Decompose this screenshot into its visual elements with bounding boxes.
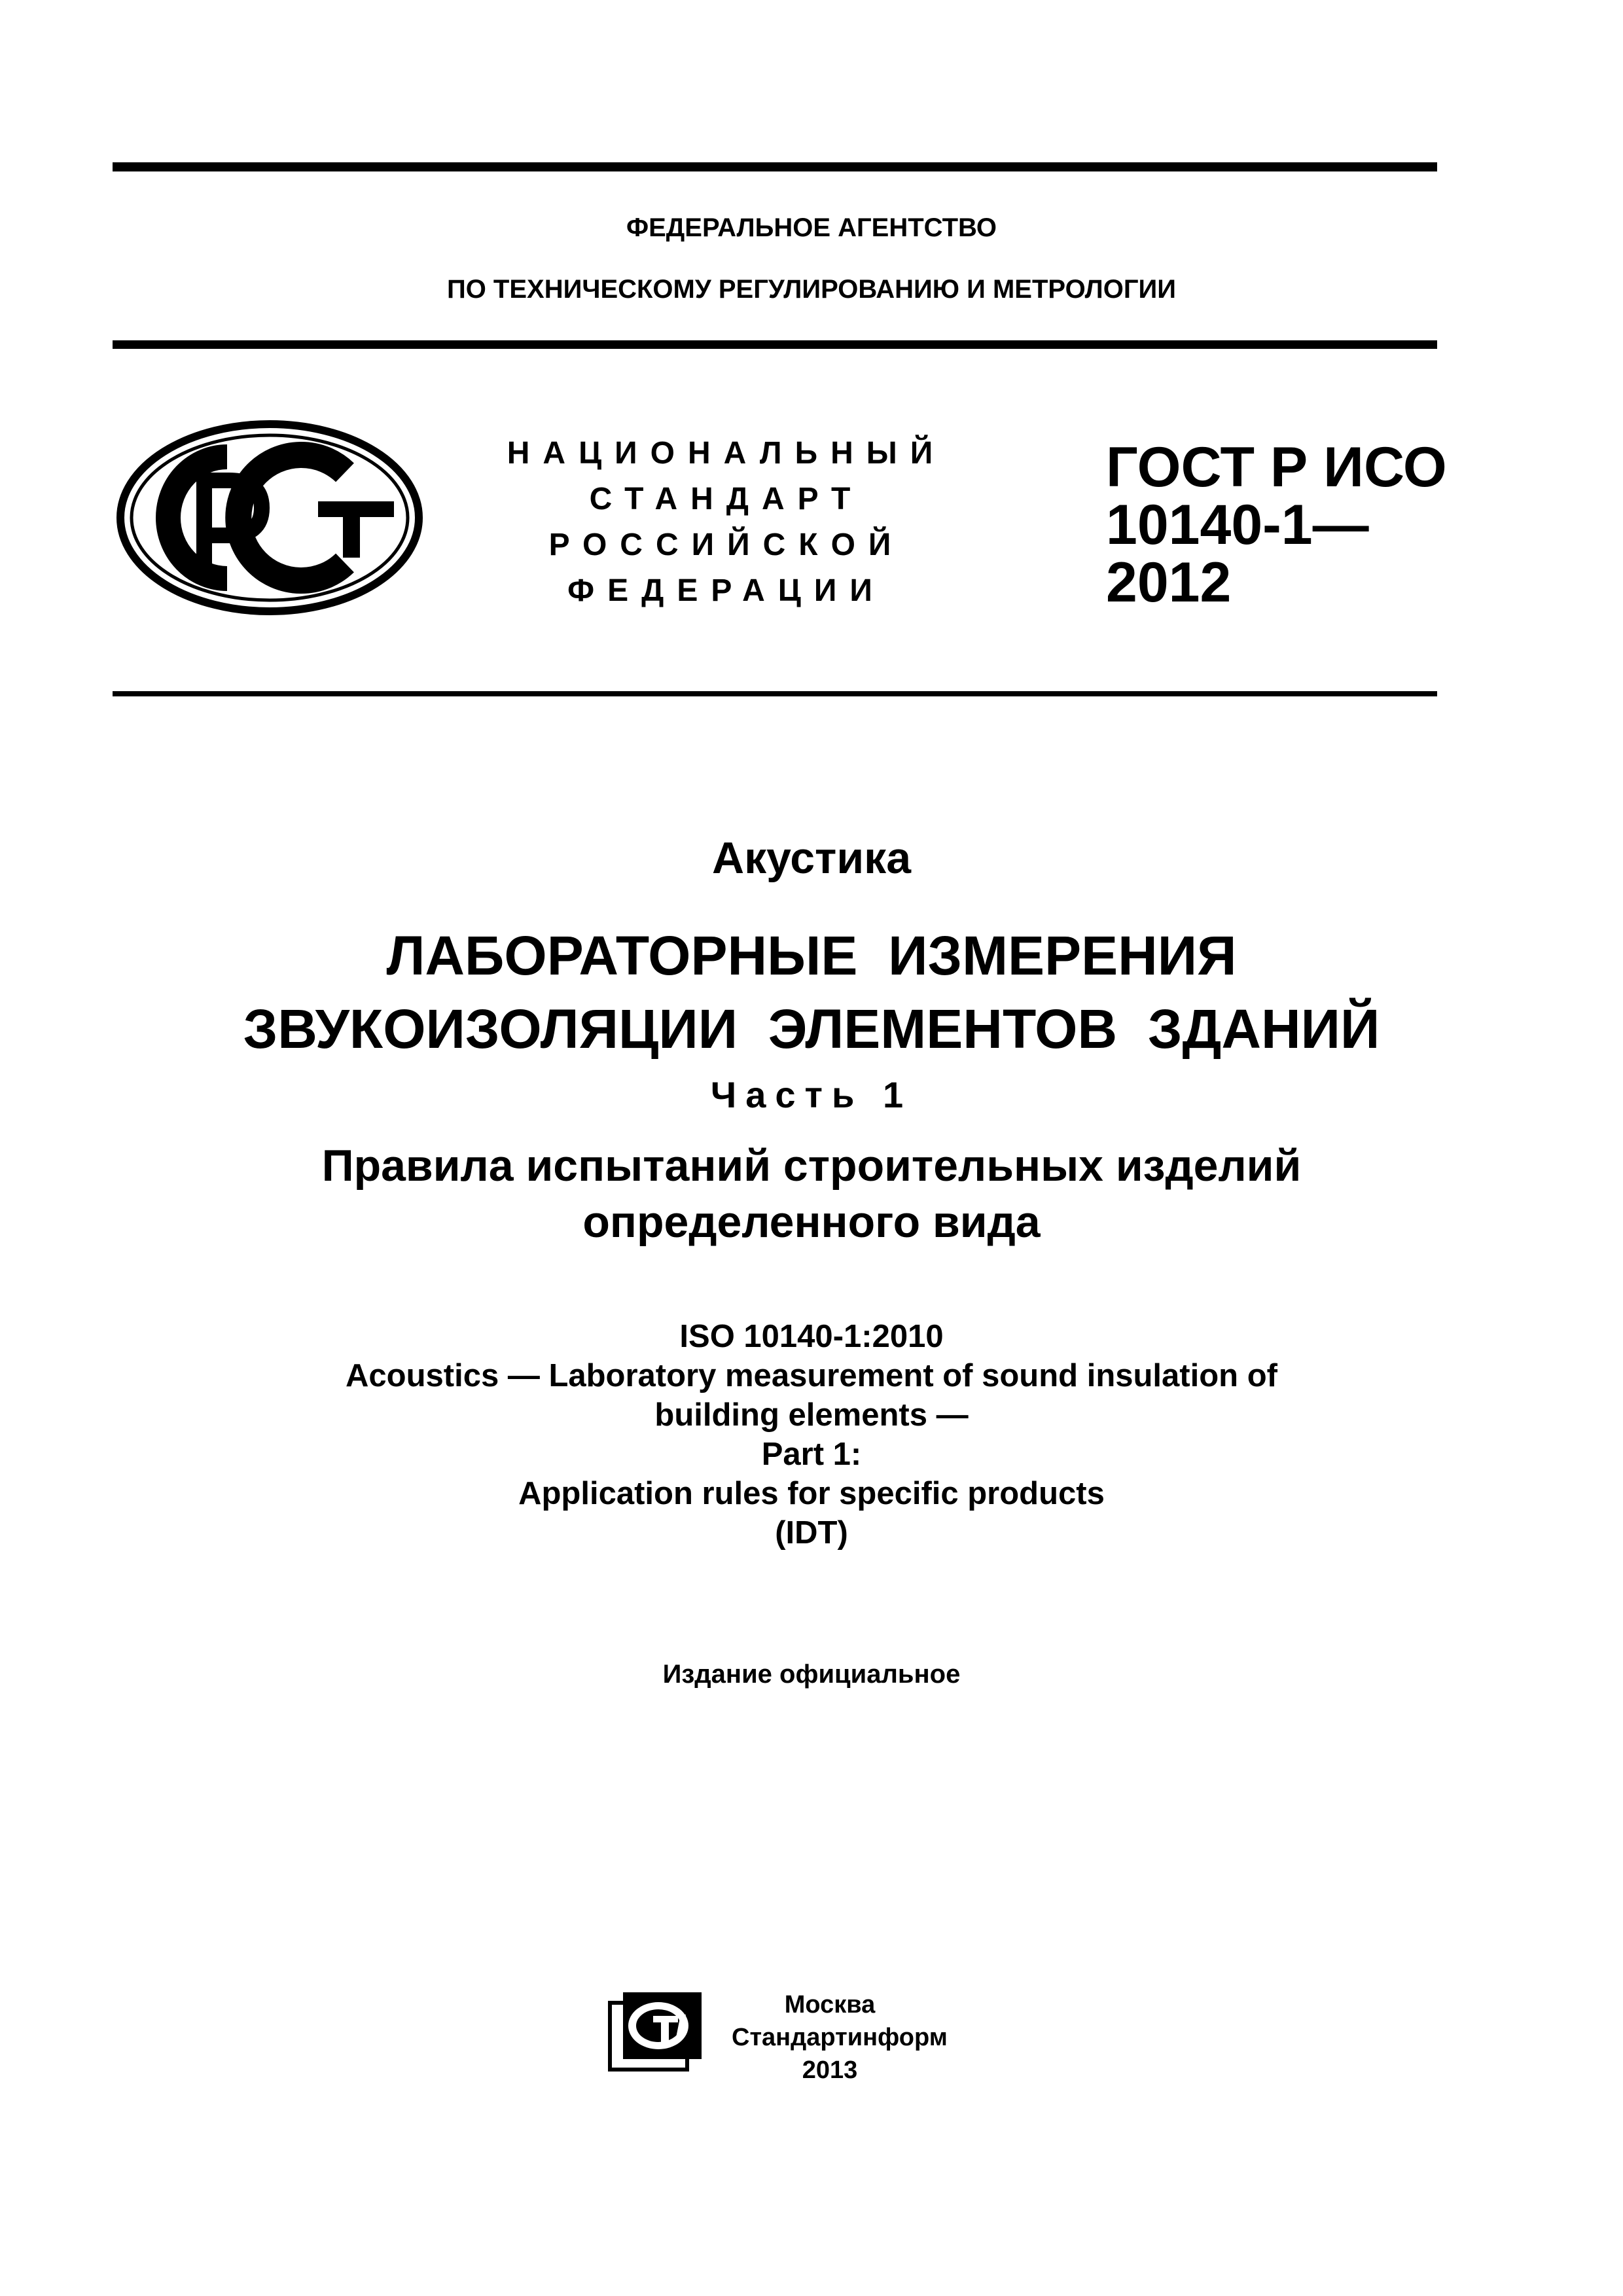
- main-title-line-1: ЛАБОРАТОРНЫЕ ИЗМЕРЕНИЯ: [386, 925, 1237, 986]
- designation-line-2: 10140-1—: [1106, 493, 1369, 556]
- main-title-line-2: ЗВУКОИЗОЛЯЦИИ ЭЛЕМЕНТОВ ЗДАНИЙ: [243, 998, 1380, 1060]
- national-standard-line-1: НАЦИОНАЛЬНЫЙ: [507, 436, 946, 471]
- publisher-info: [732, 1988, 948, 2087]
- national-standard-line-4: ФЕДЕРАЦИИ: [567, 573, 885, 608]
- designation-line-3: 2012: [1106, 551, 1232, 614]
- main-title: [0, 919, 1623, 1066]
- national-standard-label: [497, 431, 955, 614]
- iso-reference: [0, 1317, 1623, 1552]
- rst-logo-icon: [113, 416, 427, 619]
- iso-number: ISO 10140-1:2010: [679, 1319, 944, 1354]
- publisher-city: Москва: [784, 1991, 876, 2018]
- subtitle: [0, 1138, 1623, 1250]
- publisher-name: Стандартинформ: [732, 2024, 948, 2051]
- designation-line-1: ГОСТ Р ИСО: [1106, 436, 1447, 499]
- header-rule: [113, 340, 1437, 349]
- subject-title: Акустика: [711, 833, 912, 883]
- iso-title-line-1: Acoustics — Laboratory measurement of sound insulation of: [346, 1358, 1277, 1393]
- agency-line-2: ПО ТЕХНИЧЕСКОМУ РЕГУЛИРОВАНИЮ И МЕТРОЛОГИИ: [446, 275, 1177, 304]
- iso-equivalence: (IDT): [775, 1515, 848, 1551]
- top-rule: [113, 162, 1437, 171]
- title-rule: [113, 691, 1437, 696]
- national-standard-line-3: РОССИЙСКОЙ: [548, 528, 904, 562]
- agency-line-1: ФЕДЕРАЛЬНОЕ АГЕНТСТВО: [626, 213, 997, 242]
- publication-year: 2013: [802, 2056, 858, 2084]
- part-number: Часть 1: [710, 1074, 913, 1115]
- iso-part: Part 1:: [761, 1437, 862, 1472]
- edition-label: Издание официальное: [662, 1660, 961, 1689]
- subtitle-line-2: определенного вида: [582, 1197, 1041, 1247]
- iso-title-line-2: building elements —: [654, 1397, 969, 1433]
- standartinform-logo-icon: [607, 1990, 705, 2072]
- standard-designation: [1106, 436, 1447, 614]
- national-standard-line-2: СТАНДАРТ: [589, 482, 864, 516]
- iso-subtitle: Application rules for specific products: [518, 1476, 1105, 1511]
- subtitle-line-1: Правила испытаний строительных изделий: [321, 1141, 1302, 1191]
